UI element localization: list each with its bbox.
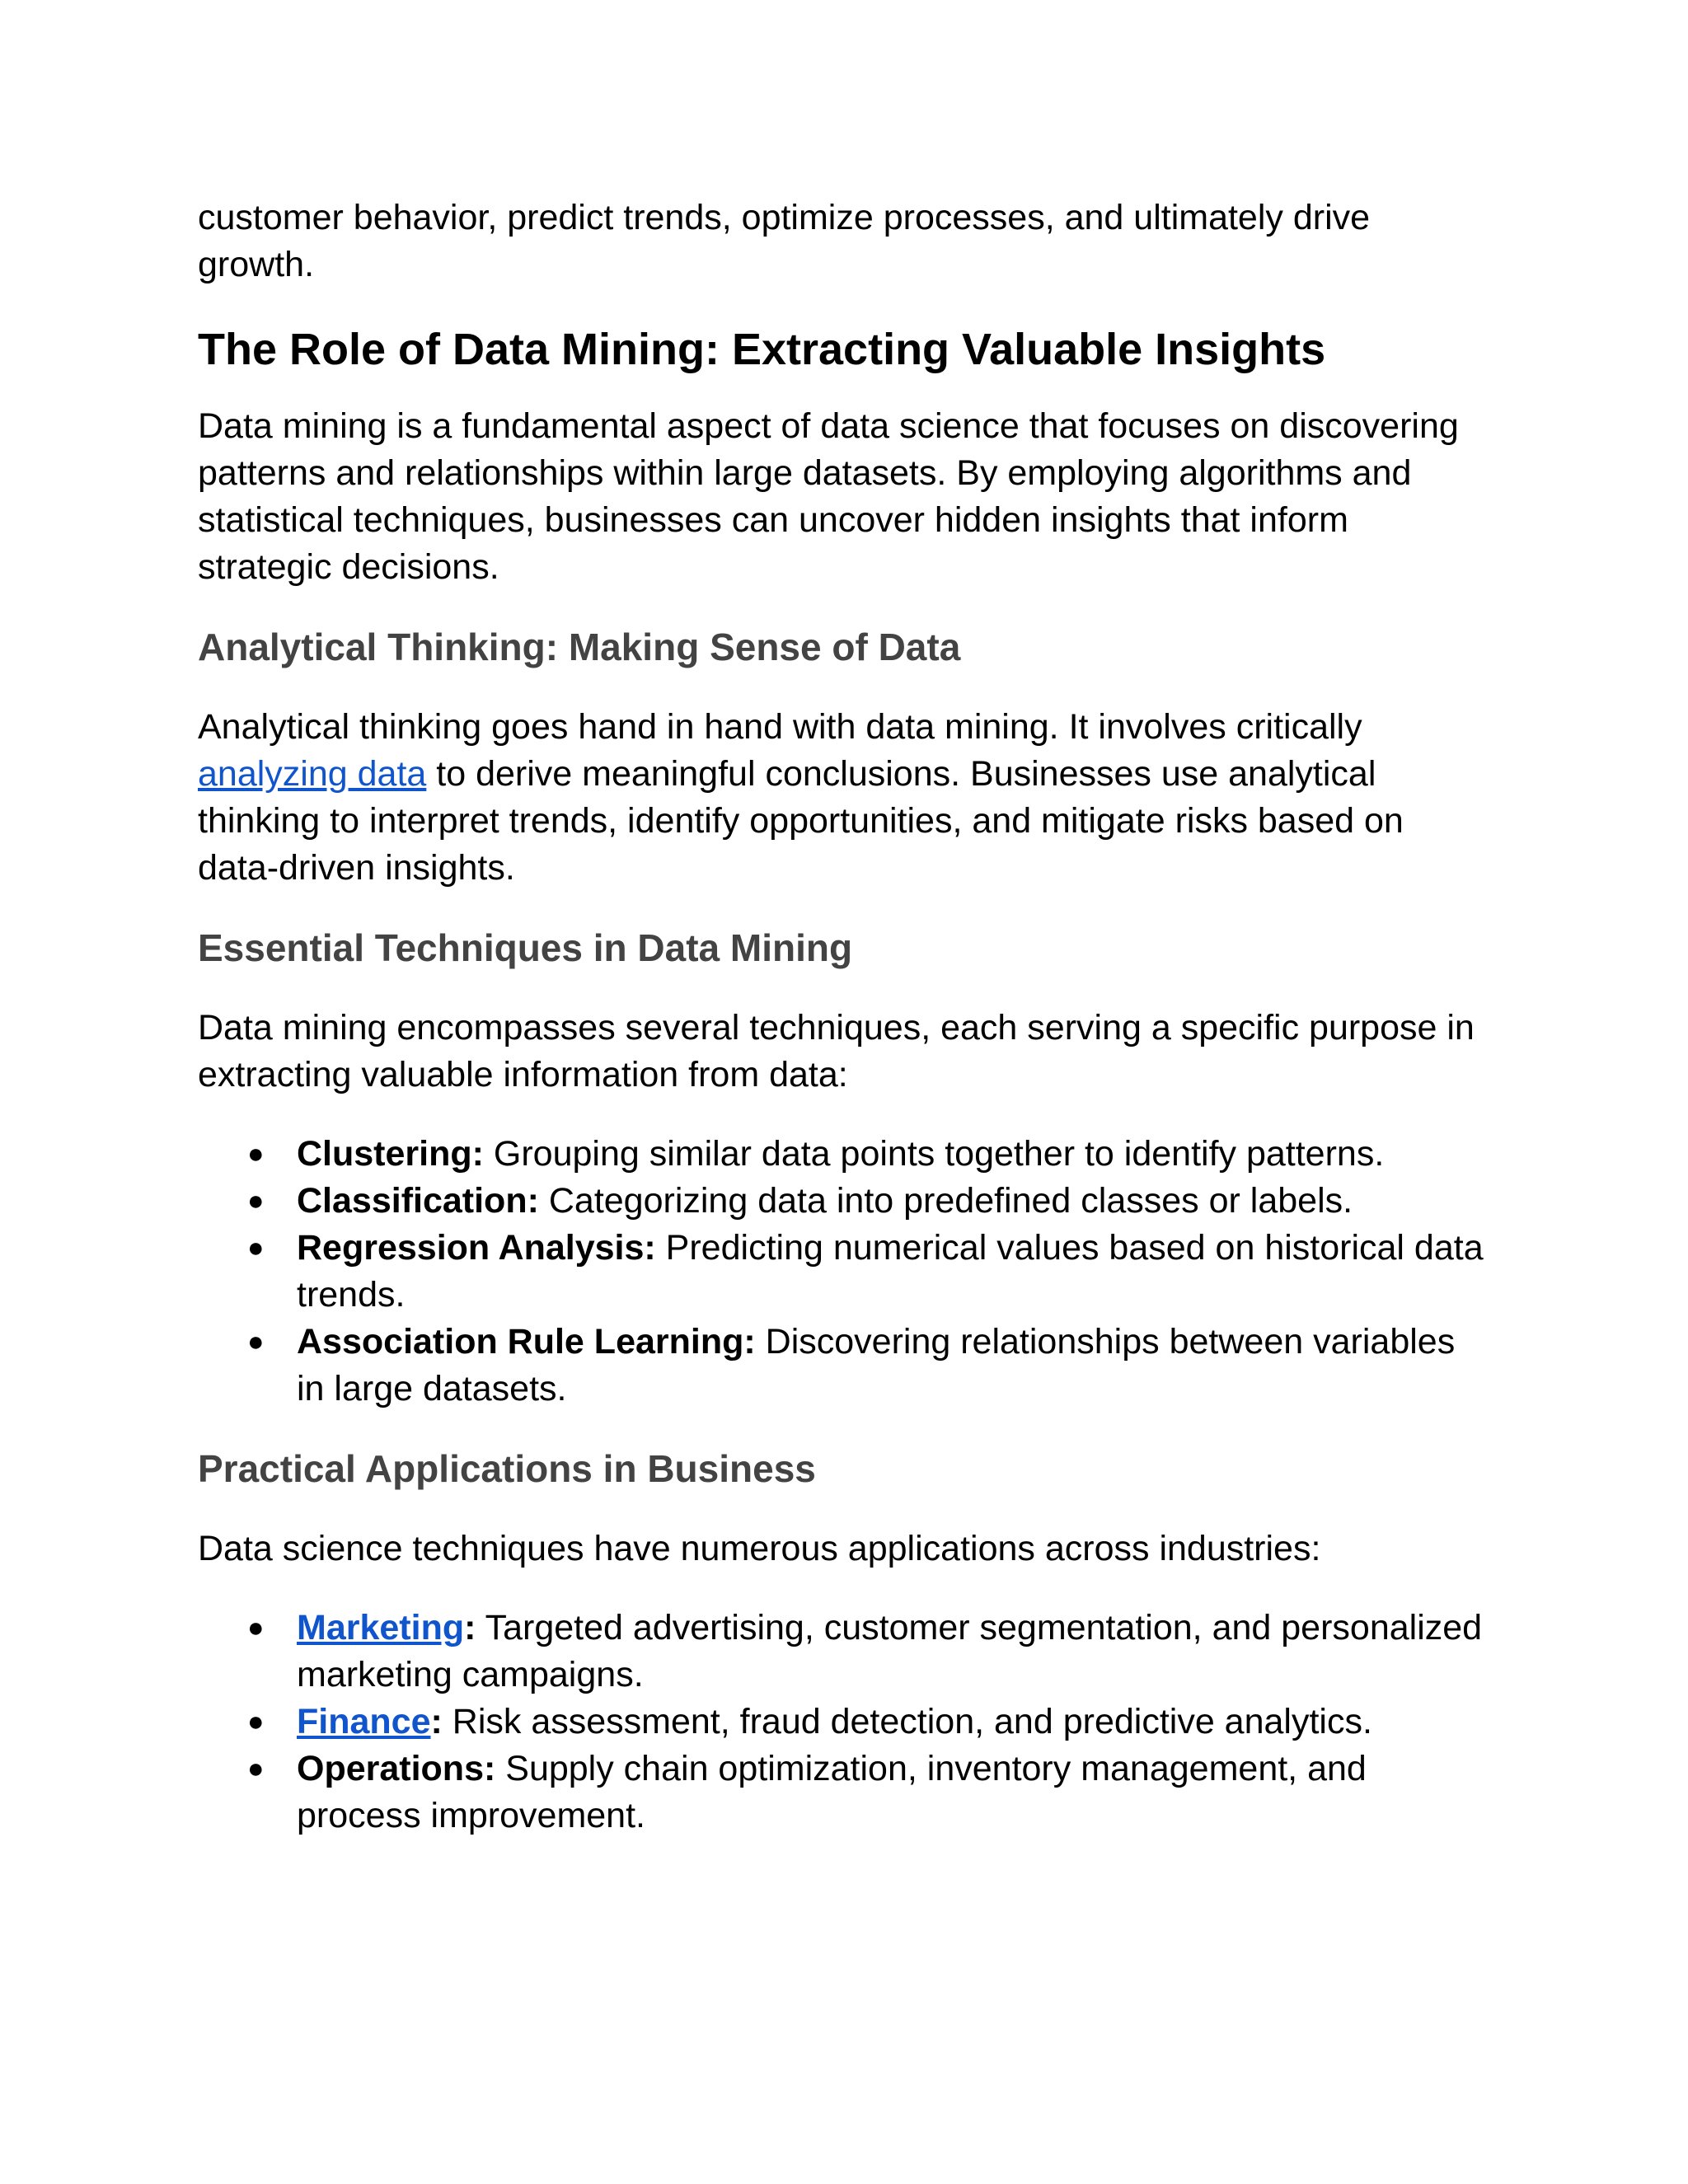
- subheading-analytical-thinking: Analytical Thinking: Making Sense of Data: [198, 626, 961, 668]
- bullet-icon: ●: [247, 1326, 265, 1357]
- application-description: Risk assessment, fraud detection, and predictive analytics.: [442, 1702, 1372, 1741]
- list-item: [198, 1178, 1484, 1225]
- technique-description: Grouping similar data points together to identify patterns.: [483, 1134, 1385, 1174]
- bullet-icon: ●: [247, 1138, 265, 1169]
- analytical-text-after-link: to derive meaningful conclusions. Businesses use analytical thinking to interpret trends, identify opportunities, and mitigate risks based on data-driven insights.: [198, 754, 1404, 888]
- bullet-icon: ●: [247, 1753, 265, 1784]
- list-item: [198, 1746, 1484, 1840]
- application-description: Targeted advertising, customer segmentation, and personalized marketing campaigns.: [297, 1608, 1483, 1694]
- list-item: [198, 1131, 1484, 1178]
- list-item: [198, 1225, 1484, 1319]
- list-item: [198, 1605, 1484, 1699]
- subheading-practical-applications: Practical Applications in Business: [198, 1447, 816, 1490]
- analyzing-data-link[interactable]: analyzing data: [198, 754, 427, 794]
- subheading-essential-techniques: Essential Techniques in Data Mining: [198, 926, 853, 969]
- applications-paragraph: Data science techniques have numerous applications across industries:: [198, 1529, 1321, 1568]
- analytical-text-before-link: Analytical thinking goes hand in hand with data mining. It involves critically: [198, 707, 1362, 747]
- term-colon: :: [464, 1608, 476, 1647]
- technique-term: Regression Analysis:: [297, 1228, 656, 1268]
- term-colon: :: [430, 1702, 443, 1741]
- section-heading-data-mining: The Role of Data Mining: Extracting Valuable Insights: [198, 325, 1326, 374]
- technique-description: Discovering relationships between variables in large datasets.: [297, 1322, 1456, 1408]
- list-item: [198, 1319, 1484, 1413]
- technique-term: Clustering:: [297, 1134, 484, 1174]
- technique-term: Association Rule Learning:: [297, 1322, 756, 1361]
- bullet-icon: ●: [247, 1706, 265, 1737]
- marketing-link[interactable]: Marketing: [297, 1608, 465, 1647]
- technique-term: Classification:: [297, 1181, 539, 1221]
- technique-description: Predicting numerical values based on historical data trends.: [297, 1228, 1484, 1315]
- document-page: [198, 194, 1484, 1840]
- applications-list: [198, 1605, 1484, 1840]
- finance-link[interactable]: Finance: [297, 1702, 431, 1741]
- application-term: Operations:: [297, 1749, 496, 1788]
- techniques-list: [198, 1131, 1484, 1413]
- technique-description: Categorizing data into predefined classes or labels.: [538, 1181, 1353, 1221]
- list-item: [198, 1699, 1484, 1746]
- bullet-icon: ●: [247, 1612, 265, 1643]
- intro-paragraph-tail: customer behavior, predict trends, optimize processes, and ultimately drive growth.: [198, 198, 1371, 284]
- bullet-icon: ●: [247, 1232, 265, 1263]
- techniques-paragraph: Data mining encompasses several techniques, each serving a specific purpose in extracting valuable information from data:: [198, 1008, 1475, 1094]
- application-description: Supply chain optimization, inventory management, and process improvement.: [297, 1749, 1367, 1835]
- bullet-icon: ●: [247, 1185, 265, 1216]
- analytical-thinking-paragraph: [198, 704, 1484, 892]
- data-mining-paragraph: Data mining is a fundamental aspect of data science that focuses on discovering patterns and relationships within large datasets. By employing algorithms and statistical techniques, businesses can uncover hidden insights that inform strategic decisions.: [198, 406, 1459, 587]
